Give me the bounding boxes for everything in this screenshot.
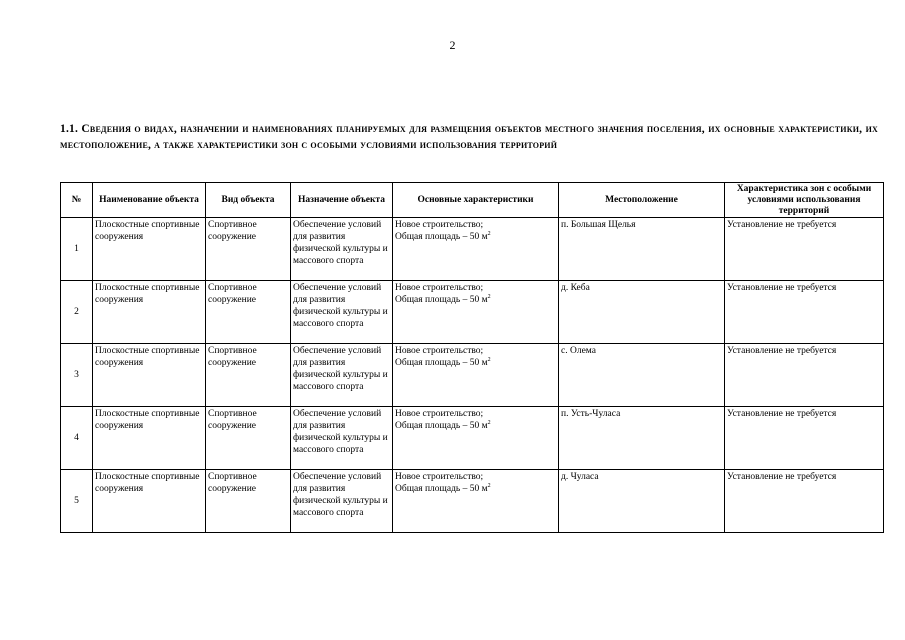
cell-zones: Установление не требуется [725, 407, 884, 470]
char-line1: Новое строительство; [395, 409, 484, 419]
column-header-zones: Характеристика зон с особыми условиями использования территорий [725, 183, 884, 218]
cell-purpose: Обеспечение условий для развития физической культуры и массового спорта [291, 407, 393, 470]
cell-number: 3 [61, 344, 93, 407]
cell-characteristics [393, 281, 559, 344]
cell-name: Плоскостные спортивные сооружения [93, 281, 206, 344]
cell-characteristics [393, 218, 559, 281]
cell-characteristics [393, 344, 559, 407]
column-header-name: Наименование объекта [93, 183, 206, 218]
table-header-row [61, 183, 884, 218]
cell-type: Спортивное сооружение [206, 281, 291, 344]
cell-number: 1 [61, 218, 93, 281]
char-line2: Общая площадь – 50 м [395, 484, 488, 494]
char-line1: Новое строительство; [395, 346, 484, 356]
cell-zones: Установление не требуется [725, 470, 884, 533]
char-line1: Новое строительство; [395, 283, 484, 293]
column-header-characteristics: Основные характеристики [393, 183, 559, 218]
cell-name: Плоскостные спортивные сооружения [93, 470, 206, 533]
cell-number: 4 [61, 407, 93, 470]
cell-purpose: Обеспечение условий для развития физической культуры и массового спорта [291, 218, 393, 281]
cell-zones: Установление не требуется [725, 218, 884, 281]
char-line1: Новое строительство; [395, 220, 484, 230]
cell-type: Спортивное сооружение [206, 407, 291, 470]
cell-purpose: Обеспечение условий для развития физической культуры и массового спорта [291, 281, 393, 344]
table-row [61, 407, 884, 470]
cell-name: Плоскостные спортивные сооружения [93, 407, 206, 470]
cell-characteristics [393, 470, 559, 533]
cell-location: п. Большая Щелья [559, 218, 725, 281]
cell-type: Спортивное сооружение [206, 344, 291, 407]
cell-characteristics [393, 407, 559, 470]
char-line2: Общая площадь – 50 м [395, 421, 488, 431]
cell-name: Плоскостные спортивные сооружения [93, 344, 206, 407]
char-line2: Общая площадь – 50 м [395, 295, 488, 305]
char-sup: 2 [487, 357, 491, 363]
char-sup: 2 [487, 483, 491, 489]
char-sup: 2 [487, 420, 491, 426]
char-line2: Общая площадь – 50 м [395, 358, 488, 368]
section-heading: 1.1. Сведения о видах, назначении и наименованиях планируемых для размещения объектов местного значения поселения, их основные характеристики, их местоположение, а также характеристики зон с особыми условиями использования территорий [60, 123, 878, 151]
char-sup: 2 [487, 231, 491, 237]
cell-zones: Установление не требуется [725, 344, 884, 407]
char-line1: Новое строительство; [395, 472, 484, 482]
cell-zones: Установление не требуется [725, 281, 884, 344]
cell-location: д. Чуласа [559, 470, 725, 533]
page-number: 2 [449, 38, 456, 52]
cell-location: д. Кеба [559, 281, 725, 344]
table-row [61, 218, 884, 281]
cell-purpose: Обеспечение условий для развития физической культуры и массового спорта [291, 470, 393, 533]
char-sup: 2 [487, 294, 491, 300]
column-header-number: № [61, 183, 93, 218]
objects-table [60, 182, 884, 533]
cell-number: 2 [61, 281, 93, 344]
cell-location: с. Олема [559, 344, 725, 407]
table-row [61, 344, 884, 407]
column-header-purpose: Назначение объекта [291, 183, 393, 218]
column-header-type: Вид объекта [206, 183, 291, 218]
cell-type: Спортивное сооружение [206, 470, 291, 533]
cell-number: 5 [61, 470, 93, 533]
table-row [61, 470, 884, 533]
cell-purpose: Обеспечение условий для развития физической культуры и массового спорта [291, 344, 393, 407]
column-header-location: Местоположение [559, 183, 725, 218]
char-line2: Общая площадь – 50 м [395, 232, 488, 242]
table-row [61, 281, 884, 344]
cell-name: Плоскостные спортивные сооружения [93, 218, 206, 281]
cell-type: Спортивное сооружение [206, 218, 291, 281]
cell-location: п. Усть-Чуласа [559, 407, 725, 470]
